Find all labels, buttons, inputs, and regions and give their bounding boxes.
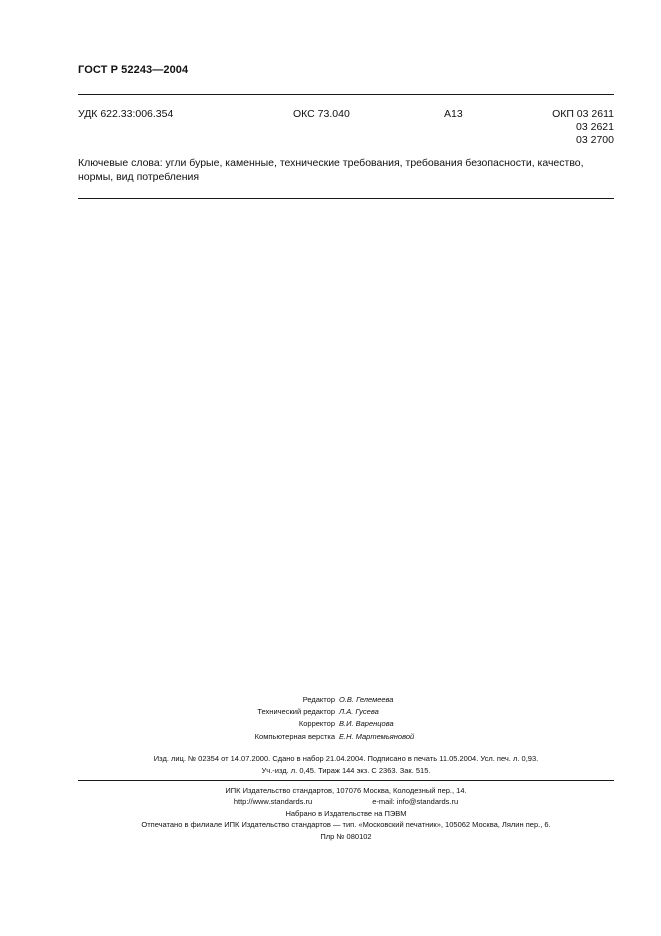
- top-divider: [78, 94, 614, 95]
- oks-code: ОКС 73.040: [293, 108, 350, 120]
- okp-codes: [552, 108, 614, 147]
- okp-code-line: 03 2621: [576, 121, 614, 133]
- credit-row: [200, 706, 480, 718]
- group-code: А13: [444, 108, 463, 120]
- imprint-block: [78, 785, 614, 842]
- license-number: Плр № 080102: [320, 831, 372, 841]
- website-link[interactable]: http://www.standards.ru: [233, 797, 313, 807]
- publication-details: [78, 753, 614, 777]
- credit-name: В.И. Варенцова: [339, 719, 394, 729]
- keywords-divider: [78, 198, 614, 199]
- email-link[interactable]: e-mail: info@standards.ru: [372, 797, 459, 807]
- publisher-address: ИПК Издательство стандартов, 107076 Москва, Колодезный пер., 14.: [225, 786, 467, 795]
- document-code: ГОСТ Р 52243—2004: [78, 64, 189, 76]
- credit-row: [200, 731, 480, 743]
- typeset-note: Набрано в Издательстве на ПЭВМ: [285, 808, 407, 818]
- udk-code: УДК 622.33:006.354: [78, 108, 174, 120]
- editorial-credits: [200, 694, 480, 743]
- credit-role: Редактор: [302, 695, 335, 704]
- credit-role: Компьютерная верстка: [254, 731, 335, 741]
- credit-name: О.В. Гелемеева: [339, 695, 394, 704]
- printer-note: Отпечатано в филиале ИПК Издательство стандартов — тип. «Московский печатник», 105062 Москва, Лялин пер., 6.: [141, 820, 551, 830]
- publication-line: Изд. лиц. № 02354 от 14.07.2000. Сдано в набор 21.04.2004. Подписано в печать 11.05.2004. Усл. печ. л. 0,93.: [153, 754, 539, 763]
- credit-row: [200, 694, 480, 706]
- keywords-paragraph: Ключевые слова: угли бурые, каменные, технические требования, требования безопасности, качество, нормы, вид потребления: [78, 157, 584, 183]
- okp-code-line: 03 2700: [576, 134, 614, 146]
- publication-line: Уч.-изд. л. 0,45. Тираж 144 экз. С 2363. Зак. 515.: [261, 766, 431, 775]
- credit-role: Технический редактор: [257, 707, 335, 717]
- credit-name: Л.А. Гусева: [339, 707, 379, 717]
- imprint-divider: [78, 780, 614, 781]
- credit-name: Е.Н. Мартемьяновой: [339, 731, 415, 741]
- credit-row: [200, 718, 480, 730]
- okp-code-line: ОКП 03 2611: [552, 108, 614, 120]
- contact-line: [78, 796, 614, 807]
- credit-role: Корректор: [298, 719, 335, 729]
